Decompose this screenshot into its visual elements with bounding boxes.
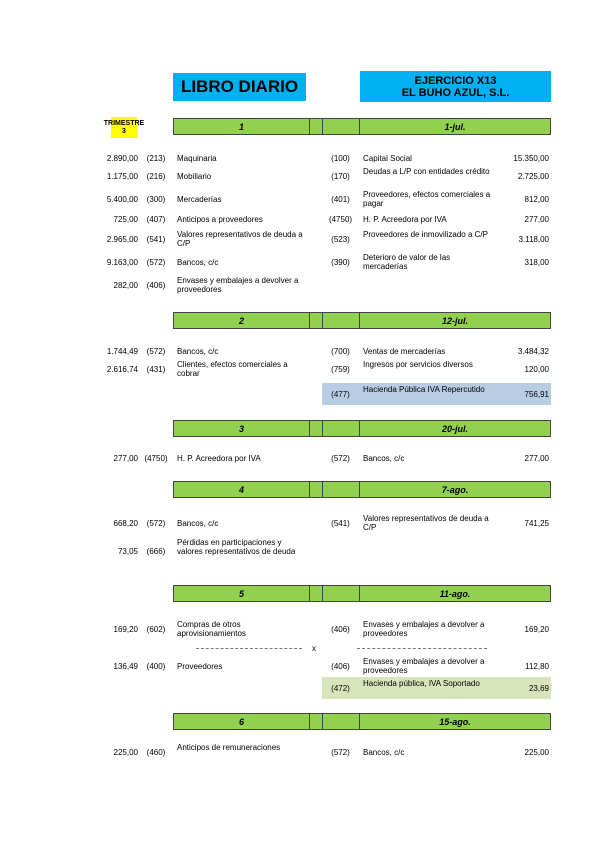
separator-line: [357, 648, 487, 649]
debit-amount: 668,20: [113, 519, 138, 528]
debit-amount: 2.965,00: [106, 235, 138, 244]
entry-date: 11-ago.: [360, 585, 551, 602]
credit-account-code: (390): [331, 258, 350, 267]
credit-account-name: Proveedores, efectos comerciales a pagar: [363, 190, 491, 208]
credit-account-name: Hacienda pública, IVA Soportado: [363, 679, 480, 688]
credit-account-name: H. P. Acreedora por IVA: [363, 215, 447, 224]
credit-amount: 3.118,00: [518, 235, 549, 244]
credit-amount: 812,00: [524, 195, 549, 204]
debit-account-code: (602): [146, 625, 166, 634]
entry-number: 5: [173, 585, 310, 602]
credit-amount: 120,00: [524, 365, 549, 374]
entry-header: [173, 118, 551, 135]
entry-header: [173, 713, 551, 730]
debit-amount: 1.744,49: [106, 347, 138, 356]
credit-account-name: Ventas de mercaderías: [363, 347, 446, 356]
entry-number: 6: [173, 713, 310, 730]
credit-account-name: Capital Social: [363, 154, 412, 163]
debit-amount: 169,20: [113, 625, 138, 634]
credit-account-code: (4750): [328, 215, 353, 224]
debit-account-code: (541): [146, 235, 166, 244]
credit-account-code: (477): [331, 390, 350, 399]
debit-amount: 5.400,00: [106, 195, 138, 204]
trimestre-label: TRIMESTRE: [103, 119, 145, 127]
trimestre-number: 3: [122, 127, 126, 135]
debit-account-name: Pérdidas en participaciones y valores representativos de deuda: [177, 538, 296, 556]
entry-number: 3: [173, 420, 310, 437]
debit-account-code: (216): [146, 172, 166, 181]
debit-amount: 2.890,00: [106, 154, 138, 163]
credit-amount: 277,00: [524, 215, 549, 224]
debit-account-code: (406): [146, 281, 166, 290]
debit-account-name: Clientes, efectos comerciales a cobrar: [177, 360, 288, 378]
ejercicio-line: EJERCICIO X13: [414, 74, 497, 87]
credit-account-code: (100): [331, 154, 350, 163]
page-title: LIBRO DIARIO: [173, 73, 306, 101]
debit-account-name: H. P. Acreedora por IVA: [177, 454, 261, 463]
credit-account-name: Ingresos por servicios diversos: [363, 360, 473, 369]
credit-amount: 23,69: [528, 684, 549, 693]
debit-account-code: (460): [146, 748, 166, 757]
debit-amount: 725,00: [113, 215, 138, 224]
debit-account-name: Anticipos de remuneraciones: [177, 743, 281, 752]
debit-account-name: Mercaderías: [177, 195, 222, 204]
debit-account-code: (666): [146, 547, 166, 556]
credit-account-code: (759): [331, 365, 350, 374]
credit-amount: 2.725,00: [517, 172, 549, 181]
credit-account-code: (401): [331, 195, 350, 204]
debit-account-code: (4750): [144, 454, 168, 463]
entry-date: 20-jul.: [360, 420, 551, 437]
entry-header: [173, 585, 551, 602]
entry-date: 12-jul.: [360, 312, 551, 329]
debit-account-code: (572): [146, 519, 166, 528]
debit-amount: 277,00: [113, 454, 138, 463]
entry-number: 1: [173, 118, 310, 135]
debit-account-name: Bancos, c/c: [177, 347, 219, 356]
debit-amount: 225,00: [113, 748, 138, 757]
debit-account-name: Valores representativos de deuda a C/P: [177, 230, 303, 248]
debit-account-name: Envases y embalajes a devolver a proveedores: [177, 276, 299, 294]
debit-account-name: Proveedores: [177, 662, 223, 671]
debit-amount: 136,49: [113, 662, 138, 671]
credit-account-name: Hacienda Pública IVA Repercutido: [363, 385, 485, 394]
debit-account-name: Compras de otros aprovisionamientos: [177, 620, 246, 638]
debit-account-code: (400): [146, 662, 166, 671]
credit-amount: 112,80: [525, 662, 549, 671]
credit-account-name: Proveedores de inmovilizado a C/P: [363, 230, 488, 239]
credit-amount: 3.484,32: [517, 347, 549, 356]
entry-header: [173, 312, 551, 329]
entry-number: 2: [173, 312, 310, 329]
credit-account-name: Bancos, c/c: [363, 454, 405, 463]
debit-account-name: Mobiliario: [177, 172, 212, 181]
debit-account-code: (572): [146, 258, 166, 267]
credit-account-code: (541): [331, 519, 350, 528]
trimestre-badge: [103, 117, 145, 138]
credit-amount: 169,20: [524, 625, 549, 634]
debit-account-name: Anticipos a proveedores: [177, 215, 263, 224]
credit-amount: 318,00: [524, 258, 549, 267]
credit-amount: 756,91: [524, 390, 549, 399]
debit-amount: 73,05: [117, 547, 138, 556]
debit-amount: 2.616,74: [106, 365, 138, 374]
debit-account-code: (213): [146, 154, 166, 163]
entry-date: 15-ago.: [360, 713, 551, 730]
ejercicio-header: [360, 71, 551, 102]
debit-amount: 282,00: [113, 281, 138, 290]
credit-account-name: Envases y embalajes a devolver a proveedores: [363, 620, 485, 638]
debit-account-code: (431): [146, 365, 166, 374]
entry-header: [173, 420, 551, 437]
credit-account-name: Deudas a L/P con entidades crédito: [363, 167, 490, 176]
debit-account-name: Bancos, c/c: [177, 258, 219, 267]
debit-account-code: (407): [146, 215, 166, 224]
entry-date: 1-jul.: [360, 118, 551, 135]
company-name: EL BUHO AZUL, S.L.: [401, 86, 510, 99]
credit-amount: 225,00: [524, 748, 549, 757]
credit-amount: 15.350,00: [513, 154, 549, 163]
debit-account-code: (572): [146, 347, 166, 356]
entry-header: [173, 481, 551, 498]
credit-account-code: (406): [331, 625, 350, 634]
credit-account-code: (700): [331, 347, 350, 356]
debit-account-code: (300): [146, 195, 166, 204]
debit-account-name: Bancos, c/c: [177, 519, 219, 528]
credit-account-code: (572): [331, 748, 350, 757]
credit-account-name: Bancos, c/c: [363, 748, 405, 757]
entry-number: 4: [173, 481, 310, 498]
credit-account-code: (572): [331, 454, 350, 463]
debit-amount: 1.175,00: [106, 172, 138, 181]
credit-account-name: Valores representativos de deuda a C/P: [363, 514, 489, 532]
separator-line: [196, 648, 302, 649]
debit-amount: 9.163,00: [106, 258, 138, 267]
credit-account-name: Envases y embalajes a devolver a proveedores: [363, 657, 485, 675]
credit-account-code: (472): [331, 684, 350, 693]
entry-date: 7-ago.: [360, 481, 551, 498]
debit-account-name: Maquinaria: [177, 154, 217, 163]
credit-account-code: (523): [331, 235, 350, 244]
credit-account-code: (406): [331, 662, 350, 671]
credit-account-code: (170): [331, 172, 350, 181]
credit-account-name: Deterioro de valor de las mercaderías: [363, 253, 451, 271]
credit-amount: 741,25: [524, 519, 549, 528]
separator-mark: x: [312, 644, 316, 653]
credit-amount: 277,00: [524, 454, 549, 463]
